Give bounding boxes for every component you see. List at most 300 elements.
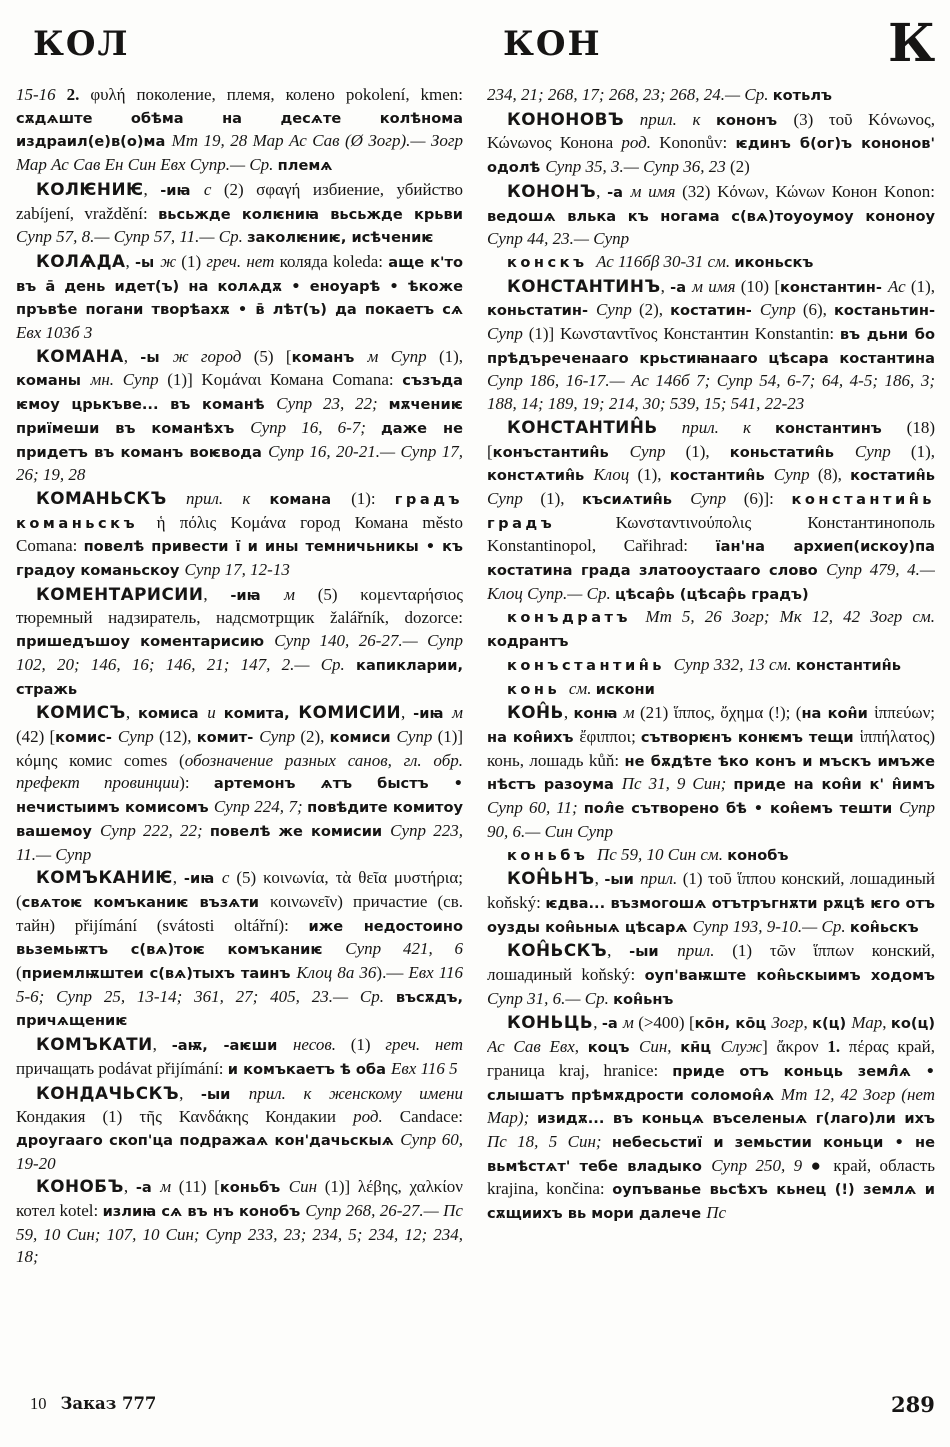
text-run: ).— <box>376 963 409 983</box>
text-run: -иꙗ <box>160 181 204 199</box>
text-run: въ дьни бо прѣдъреченааго крьстиꙗнааго цѣсара костантина <box>487 326 935 367</box>
text-run: костатин̂ь <box>850 467 935 485</box>
text-run: (5) κομενταρήσιος тюремный надзиратель, надсмотрщик žalářník, dozorce: <box>16 584 463 628</box>
text-run: константин̂ь <box>795 656 901 674</box>
text-run: Пс 59, 10 Син см. <box>596 844 728 864</box>
text-run: , <box>596 181 608 201</box>
text-run: мѫчениѥ приїмеши въ команѣхъ <box>16 396 463 437</box>
text-run: , <box>574 1037 588 1057</box>
text-run: с <box>203 179 224 199</box>
text-run: (1), <box>685 441 730 461</box>
text-run: ж город <box>172 346 254 366</box>
text-run: КОЛѤНИѤ <box>36 178 144 199</box>
text-run: комит- <box>196 728 260 746</box>
text-run: иконьскъ <box>734 253 814 271</box>
text-run: (1)] Κομάναι Комана Comana: <box>167 370 403 390</box>
text-run: съзъда ѥмоу црькъве... въ команѣ <box>16 372 463 414</box>
text-run: к(ц) <box>812 1015 852 1033</box>
text-run: коньстатин- <box>487 302 596 320</box>
text-run: Супр 16, 6-7; <box>250 417 382 437</box>
text-run: ] ἄκρον <box>762 1037 828 1057</box>
text-run: Служ <box>720 1037 763 1057</box>
text-run: повелѣ привести ї и ины темничьникы • къ градоу команьскоу <box>16 538 463 580</box>
right-column <box>487 84 935 1386</box>
text-run: Супр 60, 11; <box>487 798 584 818</box>
text-run: , <box>882 1013 891 1033</box>
text-run: Супр <box>396 726 438 746</box>
text-run: (1), <box>540 488 583 508</box>
text-run: кон̂ьнъ <box>613 990 674 1008</box>
xref-konjb <box>487 844 935 868</box>
text-run: ѥдва... възмогошѧ отътръгнѫти рѫцѣ ѥго отъ оузды кон̂ьныѧ цѣсарѧ <box>487 894 935 936</box>
text-run: Мт 12, 42 Зогр (нет Мар); <box>487 1084 935 1128</box>
text-run: КОЛѦДА <box>36 250 126 271</box>
text-run: πέρας край, граница kraj, hranice: <box>487 1037 935 1080</box>
text-run: Κωνσταντινούπολις Константинополь Konstantinopol, Cařihrad: <box>487 512 935 556</box>
entry-kononov <box>487 108 935 180</box>
text-run: излиꙗ сѧ въ нъ конобъ <box>102 1203 306 1221</box>
text-run: коньбъ <box>507 846 597 864</box>
text-run: (21) ἵππος, ὄχημα (!); ( <box>639 703 802 723</box>
entry-kondachsk <box>16 1082 463 1176</box>
text-run: КОМЕНТАРИСИИ <box>36 583 204 604</box>
text-run: и комъкаетъ ѣ оба <box>227 1060 392 1078</box>
text-run: Супр <box>773 465 818 485</box>
text-run: (>400) [ <box>638 1013 695 1033</box>
text-run: Супр 224, 7; <box>213 797 308 817</box>
text-run: , <box>667 1037 681 1057</box>
text-run: коляда koleda: <box>279 251 389 271</box>
text-run: ко(ц) <box>890 1015 935 1033</box>
text-run: Супр 23, 22; <box>276 394 389 414</box>
text-run: КОНСТАНТИНЪ <box>507 275 661 296</box>
text-run: причащать podávat přijímání: <box>16 1058 228 1078</box>
printer-note <box>30 1396 156 1413</box>
text-run: , <box>660 276 671 296</box>
text-run: Кондакия (1) τῆς Κανδάκης Кондакии <box>16 1107 354 1127</box>
text-run: капикларии, стражь <box>16 656 463 698</box>
entry-konjn <box>487 867 935 939</box>
entry-komana <box>16 345 463 487</box>
text-run: обозначение разных санов, гл. обр. префект провинции <box>16 750 463 793</box>
text-run: Зогр <box>771 1013 804 1033</box>
text-run: Супр 222, 22; <box>99 820 210 840</box>
text-run: Супр 16, 20-21.— Супр 17, 26; 19, 28 <box>16 441 463 485</box>
text-run: костантин̂ь <box>669 467 774 485</box>
text-run: на кон̂и <box>801 705 875 723</box>
text-run: коньбъ <box>219 1179 289 1197</box>
text-run: Супр 17, 12-13 <box>184 560 290 580</box>
text-run: приемлѭштеи с(вѧ)тыхъ таинъ <box>21 965 297 983</box>
text-run: конъстантин̂ь <box>507 656 674 674</box>
text-run: (1), <box>910 276 935 296</box>
text-run: -а <box>670 278 693 296</box>
text-run: сѫдѧште обѣма на десѧте колѣнома издраил(е)в(о)ма <box>16 109 463 151</box>
page-number: 289 <box>891 1392 935 1417</box>
text-run: м <box>623 703 640 723</box>
text-run: искони <box>595 680 655 698</box>
text-run: Супр 193, 9-10.— Ср. <box>692 916 850 936</box>
text-run: ко̄н, ко̄ц <box>694 1015 772 1033</box>
text-run: -а <box>607 183 631 201</box>
text-run: Супр 90, 6.— Син Супр <box>487 798 935 841</box>
text-run: КОМЪКАНИѤ <box>36 867 173 888</box>
text-run: , <box>172 868 184 888</box>
text-run: Супр 421, 6 <box>345 939 463 959</box>
text-run: Супр <box>690 488 744 508</box>
printer-order-note: Заказ 777 <box>60 1394 157 1413</box>
text-run: Син <box>639 1037 668 1057</box>
text-run: прил. к <box>657 417 775 437</box>
text-run: Евх 116 5 <box>391 1058 458 1078</box>
printer-sheet-number: 10 <box>30 1394 47 1413</box>
text-run: Клоц <box>593 465 638 485</box>
text-run: , <box>123 1177 136 1197</box>
text-run: небесьстиї и земьстии коньци • не вьмѣстѧт' тебе владыко <box>487 1133 935 1175</box>
text-run: КОМИСИИ <box>298 702 401 723</box>
text-run: ἡ πόλις Κομάνα город Комана město Comana: <box>16 512 463 556</box>
text-run: , <box>593 1013 602 1033</box>
text-run: , <box>125 703 138 723</box>
text-run: конъдратъ <box>507 609 646 627</box>
text-run: (18) [ <box>487 417 935 461</box>
entry-komis <box>16 701 463 866</box>
text-run: -ыи <box>604 871 641 889</box>
text-run: Пс 18, 5 Син; <box>487 1131 612 1151</box>
text-run: команъ <box>291 348 368 366</box>
text-run: (1) <box>181 251 207 271</box>
text-run: конобъ <box>727 846 789 864</box>
text-run: греч. нет <box>385 1035 463 1055</box>
text-run: КОН̂Ь <box>507 702 564 723</box>
text-run: Супр 60, 19-20 <box>16 1129 463 1173</box>
text-run: (1), <box>637 465 670 485</box>
text-run: -а <box>135 1179 161 1197</box>
text-run: оупъванье вьсѣхъ кьнец (!) землѧ и сѫщиихъ вь мори далече <box>487 1181 935 1223</box>
text-run: ἱππήλατος) конь, лошадь kůň: <box>487 726 935 770</box>
text-run: -ы <box>134 253 161 271</box>
text-run: Супр 44, 23.— Супр <box>487 229 630 249</box>
text-run: артемонъ ѧтъ быстъ • нечистыимъ комисомъ <box>16 775 463 817</box>
text-run: коцъ <box>587 1039 639 1057</box>
text-run: аще к'то въ а̄ день идет(ъ) на колѧдѫ • еноуарѣ • ѣкоже пръвѣе погани творѣахѫ • в̄ лѣт(ъ) да покаетъ сѧ <box>16 253 463 319</box>
text-run: м <box>160 1177 179 1197</box>
text-run: костаньтин- <box>834 302 935 320</box>
text-run: , <box>607 941 630 961</box>
text-run: кн̄ц <box>680 1039 721 1057</box>
entry-konj <box>487 701 935 843</box>
text-run: Мт 5, 26 Зогр; Мк 12, 42 Зогр см. <box>645 607 935 627</box>
text-run: Супр 57, 8.— Супр 57, 11.— Ср. <box>16 227 248 247</box>
left-column <box>16 84 463 1386</box>
text-run: пришедъшоу коментарисию <box>16 633 275 651</box>
text-run: род. <box>621 133 660 153</box>
text-run: Супр <box>759 300 803 320</box>
text-run: греч. нет <box>206 251 280 271</box>
text-run: Супр <box>487 488 541 508</box>
text-run: -ы <box>140 348 173 366</box>
text-run: приде на кон̂и к' н̂имъ <box>733 776 935 794</box>
text-run: м <box>284 584 318 604</box>
text-run: ѥдинъ б(ог)ъ кононов' одолѣ <box>487 135 935 177</box>
text-run: на кон̂ихъ <box>487 728 580 746</box>
text-run: (1) τῶν ἵππων конский, лошадиный koňský: <box>487 941 935 985</box>
text-run: Син <box>288 1177 325 1197</box>
text-run: , <box>563 703 574 723</box>
entry-koljada <box>16 250 463 345</box>
text-run: прил. к <box>166 488 270 508</box>
text-run: Супр 250, 9 <box>711 1155 811 1175</box>
text-run: Супр 479, 4.— Клоц Супр.— Ср. <box>487 560 935 603</box>
text-run: прил. <box>640 869 683 889</box>
text-run: сътворѥнъ конѥмъ тещи <box>640 728 860 746</box>
text-run: комиси <box>329 728 397 746</box>
text-run: Евх 116 5-6; Супр 25, 13-14; 361, 27; 405, 23.— Ср. <box>16 963 463 1006</box>
text-run: Супр 186, 16-17.— Ас 146б 7; Супр 54, 6-7; 64, 4-5; 186, 3; 188, 14; 189, 19; 214, 30; 539, 15; 541, 22-23 <box>487 371 935 414</box>
text-run: повелѣ же комисии <box>209 822 391 840</box>
entry-konstantinj <box>487 416 935 607</box>
text-run: оуп'ваѭште кон̂ьскыимъ ходомъ <box>644 967 935 985</box>
text-run: м имя <box>630 181 683 201</box>
text-run: ж <box>160 251 182 271</box>
text-run: комана <box>269 490 352 508</box>
text-run: , <box>203 584 231 604</box>
text-run: (42) [ <box>16 726 56 746</box>
text-run: мн. Супр <box>90 370 168 390</box>
text-run: (10) [ <box>740 276 781 296</box>
text-run: (1) τοῦ ἵππου конский, лошадиный koňský: <box>487 869 935 912</box>
text-run: ● край, область krajina, končina: <box>487 1155 935 1199</box>
text-run: комита, <box>223 705 299 723</box>
text-run: род. <box>353 1107 400 1127</box>
text-run: котьлъ <box>772 87 832 104</box>
text-run: (1) <box>350 1035 386 1055</box>
entry-konstantin <box>487 275 935 416</box>
text-run: Супр <box>595 300 639 320</box>
text-run: КОНЬЦЬ <box>507 1012 594 1033</box>
xref-konudrat <box>487 606 935 653</box>
text-run: и <box>207 703 224 723</box>
entry-continuation-konob-refs <box>487 84 935 108</box>
text-run: 15-16 <box>16 85 67 104</box>
text-run: м <box>452 703 463 723</box>
text-run: коньстатин̂ь <box>729 443 855 461</box>
xref-konsk <box>487 251 935 275</box>
text-run: φυλή поколение, племя, колено pokolení, kmen: <box>90 85 463 104</box>
text-run: ἱππεύων; <box>874 703 935 723</box>
text-run: (1)] κόμης комис comes ( <box>16 726 463 770</box>
text-run: даже не придетъ въ команъ воѥвода <box>16 419 463 461</box>
text-run: (1), <box>438 346 463 366</box>
text-run: вьсьжде колѥниꙗ вьсьжде крьви <box>158 205 463 223</box>
text-run: приде отъ коньць земл̂ѧ • слышатъ прѣмѫдрости соломон̂ѧ <box>487 1062 935 1104</box>
text-run: градъ команьскъ <box>16 490 463 532</box>
text-run: (3) τοῦ Κόνωνος, Κώνωνος Конона <box>487 109 935 153</box>
text-run: Ас 116бβ 30-31 см. <box>596 251 735 271</box>
text-run: (11) [ <box>178 1177 220 1197</box>
text-run: 1. <box>827 1037 849 1057</box>
text-run: Мар <box>851 1013 883 1033</box>
text-run: (12), <box>158 726 197 746</box>
text-run: прил. <box>677 941 733 961</box>
text-run: късиѧтин̂ь <box>582 490 691 508</box>
text-run: константинъ <box>774 419 907 437</box>
text-run: кононъ <box>715 111 794 129</box>
text-run: (8), <box>817 465 851 485</box>
text-run: Пс 31, 9 Син; <box>621 774 734 794</box>
text-run: см. <box>568 678 596 698</box>
text-run: конъстантин̂ь <box>492 443 630 461</box>
text-run: м имя <box>692 276 741 296</box>
text-run: (1)] λέβης, χαλκίον котел kotel: <box>16 1177 463 1221</box>
text-run: комис- <box>55 728 118 746</box>
text-run: Супр 140, 26-27.— Супр 102, 20; 146, 16; 146, 21; 147, 2.— Ср. <box>16 631 463 674</box>
text-run: , <box>401 703 414 723</box>
text-run: конскъ <box>507 253 597 271</box>
text-run: кон̂ьскъ <box>849 918 919 936</box>
text-run: Супр <box>854 441 911 461</box>
text-run: константин̂ь градъ <box>487 490 935 532</box>
text-run: їан'на архиеп(искоу)па костатина града златооустааго слово <box>487 538 935 580</box>
text-run: не бѫдѣте ѣко конъ и мъскъ имъже нѣстъ разоума <box>487 752 935 794</box>
entry-konjsk <box>487 939 935 1011</box>
text-run: Супр 268, 26-27.— Пс 59, 10 Син; 107, 10 Син; Супр 233, 23; 234, 5; 234, 12; 234, 18; <box>16 1201 463 1267</box>
text-run: -иꙗ <box>183 870 222 888</box>
text-run: м <box>622 1013 639 1033</box>
running-head-left: КОЛ <box>33 24 130 64</box>
text-run: ведошѧ влька къ ногама с(вѧ)тоуоумоу кононоу <box>487 207 935 225</box>
xref-konustantinj <box>487 654 935 678</box>
text-run: -ыи <box>200 1085 249 1103</box>
text-run: изидѫ... въ коньцѧ въселеныѧ г(лаго)ли ихъ <box>536 1110 935 1128</box>
text-run: -иꙗ <box>413 705 453 723</box>
text-run: повѣдите комитоу вашемоу <box>16 799 463 840</box>
text-run: (2), <box>300 726 330 746</box>
text-run: , <box>125 251 135 271</box>
text-run: Клоц 8а 36 <box>296 963 377 983</box>
text-run: КОНСТАНТИН̂Ь <box>507 416 658 437</box>
text-run: костатин- <box>670 302 760 320</box>
text-run: прил. к <box>624 109 716 129</box>
text-run: кодрантъ <box>487 633 569 651</box>
text-run: Пс <box>706 1203 727 1223</box>
text-run: КОМЪКАТИ <box>36 1034 153 1055</box>
text-run: -ыи <box>629 943 678 961</box>
text-run: КОМАНЬСКЪ <box>36 487 167 508</box>
text-run: КОН̂ЬСКЪ <box>507 940 608 961</box>
text-run: Candace: <box>399 1107 463 1127</box>
text-run: Супр 35, 3.— Супр 36, 23 <box>545 157 730 177</box>
entry-komanjsk <box>16 487 463 583</box>
text-run: КОНОБЪ <box>36 1176 124 1197</box>
text-run: въсѫдъ, причѧщениѥ <box>16 988 463 1030</box>
running-head-right: КОН <box>503 24 602 64</box>
text-run: несов. <box>292 1035 351 1055</box>
text-run: с <box>221 868 237 888</box>
text-run: (32) Κόνων, Κώνων Конон Konon: <box>682 181 935 201</box>
text-run: пол̂е сътворено бѣ • кон̂емъ тешти <box>583 800 900 818</box>
text-run: (1), <box>910 441 935 461</box>
text-run: КОНДАЧЬСКЪ <box>36 1082 180 1103</box>
text-run: κοινωνεῖν) причастие (св. тайн) přijímání (svátosti oltářní): <box>16 891 463 935</box>
text-run: -иꙗ <box>230 586 285 604</box>
text-run: Супр 31, 6.— Ср. <box>487 988 614 1008</box>
text-run: (5) [ <box>253 346 292 366</box>
entry-kolenije <box>16 178 463 250</box>
text-run: 2. <box>66 85 91 104</box>
text-run: Супр <box>117 726 159 746</box>
entry-komentarisii <box>16 583 463 702</box>
text-run: константин- <box>780 278 888 296</box>
text-run: , <box>143 179 161 199</box>
text-run: Супр 223, 11.— Супр <box>16 820 463 864</box>
text-run: -аѭ, -аѥши <box>171 1037 293 1055</box>
text-run: Ас <box>887 276 911 296</box>
text-run: 234, 21; 268, 17; 268, 23; 268, 24.— Ср. <box>487 85 773 104</box>
text-run: Kononův: <box>659 133 736 153</box>
text-run: конь <box>507 680 569 698</box>
text-run: прил. к женскому имени <box>248 1083 463 1103</box>
text-run: , <box>179 1083 201 1103</box>
text-run: (5) κοινωνία, τὰ θεῖα μυστήρια; ( <box>16 868 463 911</box>
entry-konjc <box>487 1011 935 1225</box>
text-run: КОМАНА <box>36 345 124 366</box>
text-run: Супр <box>629 441 686 461</box>
text-run: ( <box>16 963 22 983</box>
text-run: КОН̂ЬНЪ <box>507 868 595 889</box>
text-run: Евх 103б 3 <box>16 323 93 343</box>
text-run: , <box>594 869 605 889</box>
text-run: (6), <box>802 300 834 320</box>
text-run: КОНОНОВЪ <box>507 108 625 129</box>
text-run: КОМИСЪ <box>36 702 126 723</box>
text-run: свѧтоѥ комъканиѥ възѧти <box>21 893 270 911</box>
text-run: цѣсар̂ь (цѣсар̂ь градъ) <box>615 585 809 603</box>
text-run: ): <box>179 773 214 793</box>
entry-komukanije <box>16 866 463 1033</box>
entry-komukati <box>16 1033 463 1081</box>
text-run: , <box>803 1013 813 1033</box>
text-run: племѧ <box>277 157 333 175</box>
section-letter: К <box>888 13 936 74</box>
text-run: м Супр <box>367 346 439 366</box>
text-run: комиса <box>137 705 208 723</box>
text-run: (1): <box>351 488 395 508</box>
text-run: (1)] Κωνσταντῖνος Константин Konstantin: <box>528 324 840 344</box>
text-run: -а <box>601 1015 623 1033</box>
text-run: (6)]: <box>743 488 792 508</box>
text-run: констѧтин̂ь <box>487 467 594 485</box>
text-run: , <box>152 1035 172 1055</box>
text-run: конꙗ <box>573 705 624 723</box>
text-run: Супр <box>259 726 301 746</box>
text-run: Супр <box>487 324 529 344</box>
xref-konj <box>487 678 935 702</box>
text-run: КОНОНЪ <box>507 180 597 201</box>
text-run: (2) <box>730 157 750 177</box>
text-run: дроугааго скоп'ца подражаѧ кон'дачьскыѧ <box>16 1131 401 1149</box>
text-run: заколѥниѥ, исѣчениѥ <box>247 229 434 247</box>
text-run: Ас Сав Евх <box>487 1037 575 1057</box>
text-run: команы <box>16 372 91 390</box>
entry-konon <box>487 180 935 251</box>
entry-konob <box>16 1175 463 1269</box>
text-run: ἔφιπποι; <box>579 726 641 746</box>
text-run: (2), <box>638 300 671 320</box>
text-run: иже недостоино вьземьѭтъ с(вѧ)тоѥ комъканиѥ <box>16 917 463 959</box>
text-run: (2) σφαγή избиение, убийство zabíjení, vraždění: <box>16 179 463 223</box>
entry-continuation-pokolenije <box>16 84 463 178</box>
